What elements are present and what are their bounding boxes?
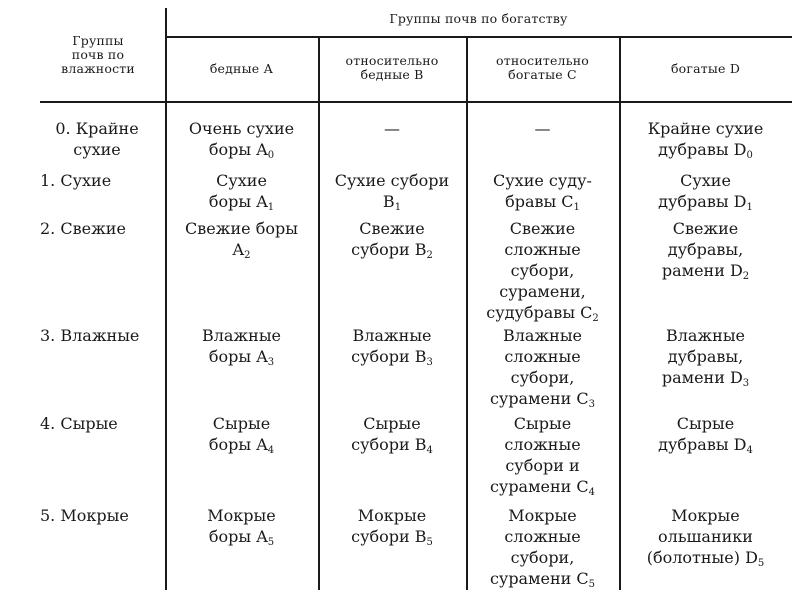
cell-text: субори B [351, 527, 427, 546]
cell-line [466, 526, 619, 547]
table-cell [318, 413, 466, 455]
index-subscript: 4 [426, 445, 433, 456]
header-line: почв по [71, 47, 125, 62]
table-cell [466, 505, 619, 589]
cell-text: дубравы D [658, 140, 747, 159]
cell-text: Сухие суду- [493, 171, 592, 190]
header-line: влажности [61, 61, 135, 76]
cell-line [619, 413, 792, 434]
cell-text: боры A [208, 192, 268, 211]
cell-text: дубравы, [667, 240, 744, 259]
row-label-line: 4. Сырые [40, 414, 118, 433]
cell-line [466, 476, 619, 497]
cell-line [466, 367, 619, 388]
index-subscript: 3 [267, 357, 275, 368]
cell-text: Мокрые [357, 506, 427, 525]
header-column-poor [165, 62, 318, 76]
index-subscript: 5 [426, 537, 433, 548]
cell-text: Крайне сухие [647, 119, 764, 138]
cell-line [466, 505, 619, 526]
cell-text: — [384, 119, 400, 138]
header-line: относительно [496, 53, 589, 68]
cell-line [165, 413, 318, 434]
cell-line [318, 218, 466, 239]
index-subscript: 1 [394, 202, 402, 213]
cell-text: Сырые [676, 414, 735, 433]
cell-text: A [232, 240, 245, 259]
table-cell [318, 218, 466, 260]
cell-line [318, 526, 466, 547]
table-cell [165, 118, 318, 160]
header-line: богатые С [508, 67, 577, 82]
cell-line [466, 346, 619, 367]
column-divider [165, 8, 167, 590]
table-cell [165, 413, 318, 455]
cell-line [619, 239, 792, 260]
table-cell [165, 325, 318, 367]
cell-text: сложные [504, 347, 581, 366]
cell-text: бравы C [505, 192, 574, 211]
cell-line [165, 434, 318, 455]
cell-line [165, 325, 318, 346]
index-subscript: 1 [573, 202, 580, 213]
cell-line [619, 118, 792, 139]
row-label-line: 5. Мокрые [40, 506, 129, 525]
index-subscript: 2 [592, 313, 599, 324]
index-subscript: 3 [742, 378, 750, 389]
row-label-line: 0. Крайне [55, 119, 139, 138]
header-moisture-groups [30, 34, 166, 76]
index-subscript: 2 [426, 250, 433, 261]
table-cell [619, 218, 792, 281]
cell-text: судубравы C [486, 303, 593, 322]
cell-text: сурамени C [489, 569, 589, 588]
cell-line [619, 218, 792, 239]
cell-text: субори B [351, 240, 427, 259]
cell-text: Сухие [680, 171, 731, 190]
table-cell [466, 118, 619, 139]
cell-text: Свежие боры [185, 219, 298, 238]
cell-line [165, 346, 318, 367]
cell-text: Сырые [212, 414, 271, 433]
cell-line [619, 346, 792, 367]
index-subscript: 3 [588, 399, 596, 410]
cell-line [318, 239, 466, 260]
cell-line [318, 346, 466, 367]
index-subscript: 5 [588, 579, 596, 590]
cell-line [165, 118, 318, 139]
cell-text: Свежие [672, 219, 739, 238]
cell-text: Влажные [201, 326, 282, 345]
table-cell [165, 505, 318, 547]
cell-line [466, 434, 619, 455]
table-cell [466, 170, 619, 212]
cell-line [466, 218, 619, 239]
index-subscript: 1 [267, 202, 275, 213]
cell-line [165, 218, 318, 239]
table-cell [619, 325, 792, 388]
cell-line [619, 434, 792, 455]
index-subscript: 4 [588, 487, 596, 498]
cell-line [619, 547, 792, 568]
cell-line [165, 170, 318, 191]
cell-text: Влажные [352, 326, 432, 345]
cell-line [466, 281, 619, 302]
cell-line [466, 302, 619, 323]
cell-text: ольшаники [658, 527, 753, 546]
cell-text: сурамени C [489, 477, 589, 496]
header-divider [165, 36, 792, 38]
cell-line [619, 139, 792, 160]
cell-line [318, 325, 466, 346]
cell-text: Свежие [509, 219, 576, 238]
cell-text: субори B [351, 347, 427, 366]
cell-line [318, 434, 466, 455]
cell-line [318, 170, 466, 191]
table-cell [619, 118, 792, 160]
row-label [40, 505, 129, 526]
cell-text: Сырые [513, 414, 572, 433]
cell-line [165, 191, 318, 212]
row-label [40, 325, 139, 346]
header-line: богатые D [670, 61, 741, 76]
cell-line [318, 118, 466, 139]
table-cell [165, 170, 318, 212]
cell-text: сложные [504, 527, 581, 546]
cell-line [619, 191, 792, 212]
cell-text: субори, [510, 548, 575, 567]
index-subscript: 5 [267, 537, 275, 548]
cell-text: Очень сухие [188, 119, 295, 138]
cell-text: Сухие субори [334, 171, 450, 190]
cell-line [466, 455, 619, 476]
cell-line [318, 413, 466, 434]
header-line: Группы [72, 33, 124, 48]
cell-text: Мокрые [508, 506, 577, 525]
index-subscript: 5 [757, 558, 765, 569]
cell-text: боры A [208, 347, 268, 366]
index-subscript: 2 [244, 250, 251, 261]
cell-line [318, 505, 466, 526]
table-cell [318, 505, 466, 547]
cell-text: Мокрые [671, 506, 740, 525]
cell-line [619, 526, 792, 547]
cell-text: Влажные [502, 326, 583, 345]
index-subscript: 1 [746, 202, 753, 213]
cell-text: сложные [504, 435, 581, 454]
row-label [40, 413, 118, 434]
table-cell [165, 218, 318, 260]
header-line: бедные В [360, 67, 424, 82]
cell-text: субори и [505, 456, 580, 475]
header-bottom-rule [40, 101, 792, 103]
cell-text: боры A [208, 527, 268, 546]
cell-line [466, 118, 619, 139]
cell-line [466, 239, 619, 260]
header-line: относительно [345, 53, 439, 68]
cell-line [619, 260, 792, 281]
cell-text: субори, [510, 368, 575, 387]
cell-text: сурамени C [489, 389, 589, 408]
cell-text: Свежие [359, 219, 425, 238]
cell-text: боры A [208, 435, 268, 454]
index-subscript: 0 [267, 150, 275, 161]
cell-line [466, 547, 619, 568]
cell-text: дубравы D [658, 435, 747, 454]
cell-line [466, 260, 619, 281]
table-cell [466, 325, 619, 409]
cell-line [165, 139, 318, 160]
cell-line [466, 170, 619, 191]
cell-line [165, 505, 318, 526]
cell-text: — [534, 119, 551, 138]
cell-text: Мокрые [207, 506, 276, 525]
cell-text: сурамени, [499, 282, 586, 301]
cell-line [466, 325, 619, 346]
cell-text: (болотные) D [646, 548, 758, 567]
cell-line [165, 239, 318, 260]
index-subscript: 2 [742, 271, 750, 282]
table-cell [318, 325, 466, 367]
table-cell [619, 505, 792, 568]
cell-text: Сырые [363, 414, 421, 433]
header-fertility-groups: Группы почв по богатству [389, 11, 568, 26]
cell-text: рамени D [661, 261, 743, 280]
cell-text: дубравы D [658, 192, 747, 211]
row-label-line: 2. Свежие [40, 219, 126, 238]
table-cell [318, 118, 466, 139]
table-cell [466, 413, 619, 497]
header-column-relatively-rich [466, 54, 619, 82]
cell-line [619, 170, 792, 191]
row-label [40, 170, 111, 191]
index-subscript: 0 [746, 150, 753, 161]
cell-text: рамени D [661, 368, 743, 387]
row-label-line: 1. Сухие [40, 171, 112, 190]
table-cell [619, 413, 792, 455]
row-label [36, 118, 158, 160]
cell-text: Сухие [216, 171, 267, 190]
row-label-line: 3. Влажные [40, 326, 140, 345]
row-label-line: сухие [73, 140, 121, 159]
table-cell [619, 170, 792, 212]
cell-line [619, 325, 792, 346]
header-column-relatively-poor [318, 54, 466, 82]
cell-line [619, 505, 792, 526]
header-column-rich [619, 62, 792, 76]
cell-text: сложные [504, 240, 581, 259]
cell-line [466, 413, 619, 434]
cell-text: субори, [510, 261, 575, 280]
cell-line [619, 367, 792, 388]
index-subscript: 4 [267, 445, 275, 456]
cell-line [466, 388, 619, 409]
cell-text: боры A [208, 140, 268, 159]
index-subscript: 4 [746, 445, 753, 456]
cell-line [466, 191, 619, 212]
cell-text: Влажные [665, 326, 746, 345]
row-label [40, 218, 126, 239]
table-cell [466, 218, 619, 323]
cell-text: субори B [351, 435, 427, 454]
cell-text: B [382, 192, 395, 211]
table-cell [318, 170, 466, 212]
cell-line [466, 568, 619, 589]
header-line: бедные А [209, 61, 274, 76]
cell-text: дубравы, [667, 347, 744, 366]
index-subscript: 3 [426, 357, 433, 368]
cell-line [165, 526, 318, 547]
cell-line [318, 191, 466, 212]
